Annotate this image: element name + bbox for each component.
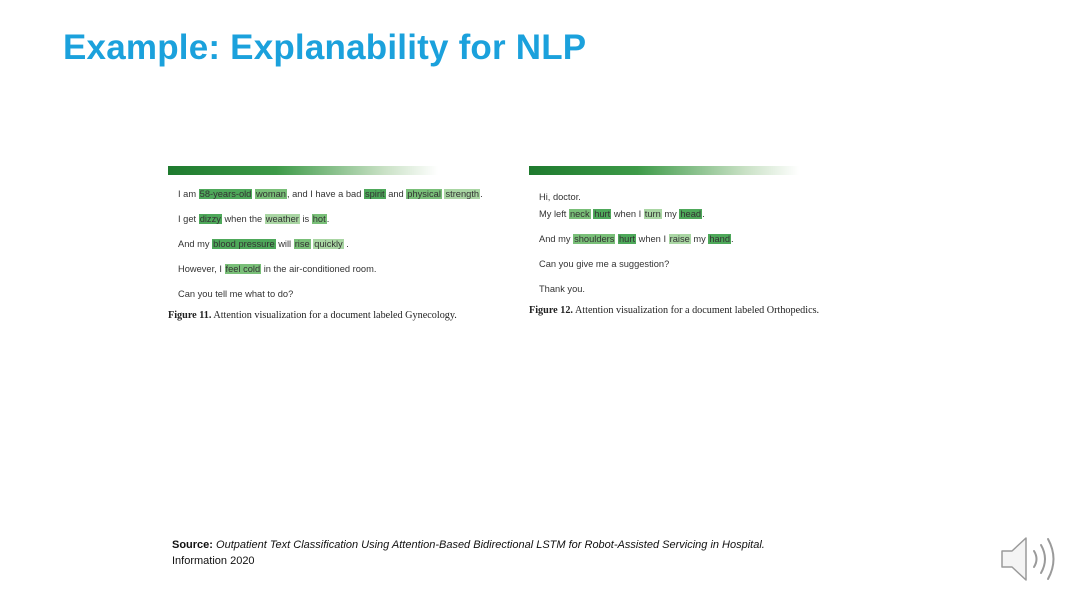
highlighted-word: hurt — [594, 209, 611, 219]
text-line — [539, 283, 874, 296]
text-line — [539, 233, 874, 246]
highlighted-word: hurt — [619, 234, 636, 244]
plain-text: Hi, doctor. — [539, 192, 581, 202]
attention-text — [529, 191, 874, 296]
highlighted-word: raise — [669, 234, 690, 244]
plain-text: However, I — [178, 264, 225, 274]
slide-title: Example: Explanability for NLP — [63, 28, 587, 67]
highlighted-word: strength — [445, 189, 480, 199]
highlighted-word: woman — [255, 189, 286, 199]
caption-text: Attention visualization for a document labeled Gynecology. — [211, 310, 457, 321]
highlighted-word: feel cold — [225, 264, 261, 274]
highlighted-word: neck — [569, 209, 590, 219]
plain-text: and — [385, 189, 407, 199]
attention-text — [168, 188, 503, 301]
text-line — [539, 208, 874, 221]
highlighted-word: turn — [644, 209, 661, 219]
plain-text: . — [480, 189, 483, 199]
highlighted-word: weather — [265, 214, 299, 224]
plain-text: when I — [636, 234, 669, 244]
highlighted-word: 58-years-old — [199, 189, 252, 199]
plain-text: will — [275, 239, 294, 249]
figure-header-bar — [168, 166, 438, 175]
plain-text: . — [326, 214, 330, 224]
caption-text: Attention visualization for a document labeled Orthopedics. — [572, 305, 820, 316]
plain-text: is — [299, 214, 312, 224]
highlighted-word: rise — [294, 239, 310, 249]
text-line — [178, 263, 503, 276]
highlighted-word: blood pressure — [213, 239, 275, 249]
plain-text: Can you tell me what to do? — [178, 289, 294, 299]
plain-text: And my — [178, 239, 213, 249]
figure-11 — [168, 166, 503, 321]
plain-text: I get — [178, 214, 199, 224]
figure-caption — [529, 305, 874, 316]
highlighted-word: dizzy — [199, 214, 221, 224]
plain-text: when I — [611, 209, 644, 219]
source-reference: Outpatient Text Classification Using Attention-Based Bidirectional LSTM for Robot-Assisted Servicing in Hospital. — [212, 539, 765, 551]
plain-text: . — [702, 209, 705, 219]
plain-text: . — [731, 234, 734, 244]
plain-text: And my — [539, 234, 574, 244]
source-label: Source: — [172, 539, 213, 551]
plain-text: my — [690, 234, 709, 244]
text-line — [178, 238, 503, 251]
source-citation — [172, 537, 765, 569]
plain-text: in the air-conditioned room. — [261, 264, 377, 274]
highlighted-word: head — [680, 209, 702, 219]
highlighted-word: hand — [709, 234, 731, 244]
text-line — [178, 288, 503, 301]
figure-header-bar — [529, 166, 799, 175]
text-line — [539, 191, 874, 204]
caption-label: Figure 12. — [529, 305, 573, 316]
source-journal: Information 2020 — [172, 555, 255, 567]
plain-text: my — [661, 209, 680, 219]
text-line — [178, 188, 503, 201]
plain-text: , and I have a bad — [286, 189, 364, 199]
highlighted-word: physical — [407, 189, 441, 199]
plain-text: Can you give me a suggestion? — [539, 259, 670, 269]
text-line — [539, 258, 874, 271]
figure-12 — [529, 166, 874, 316]
figure-caption — [168, 310, 503, 321]
plain-text: . — [343, 239, 349, 249]
speaker-icon[interactable] — [998, 532, 1062, 586]
highlighted-word: hot — [312, 214, 326, 224]
highlighted-word: quickly — [314, 239, 343, 249]
plain-text: Thank you. — [539, 284, 585, 294]
plain-text: I am — [178, 189, 199, 199]
highlighted-word: shoulders — [574, 234, 615, 244]
highlighted-word: spirit — [364, 189, 385, 199]
plain-text: My left — [539, 209, 569, 219]
text-line — [178, 213, 503, 226]
plain-text: when the — [221, 214, 265, 224]
caption-label: Figure 11. — [168, 310, 212, 321]
